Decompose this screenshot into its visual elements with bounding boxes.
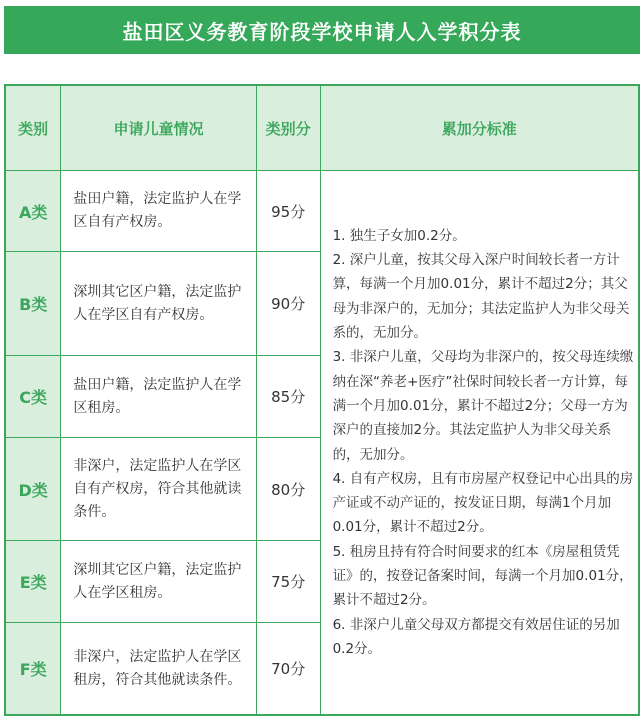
bonus-rule: 2. 深户儿童，按其父母入深户时间较长者一方计算，每满一个月加0.01分，累计不超过2分；其父母为非深户的，无加分；其法定监护人为非父母关系的，无加分。 [332,252,630,342]
bonus-rules-cell [320,171,639,716]
bonus-rule: 1. 独生子女加0.2分。 [332,227,466,244]
category-cell: F类 [5,623,61,716]
category-cell: B类 [5,252,61,356]
header-row [5,85,639,171]
score-cell: 70分 [256,623,320,716]
description-cell: 非深户，法定监护人在学区租房，符合其他就读条件。 [61,623,256,716]
bonus-rule: 3. 非深户儿童，父母均为非深户的，按父母连续缴纳在深“养老+医疗”社保时间较长者一方计算，每满一个月加0.01分，累计不超过2分；父母一方为深户的直接加2分。其法定监护人为非父母关系的，无加分。 [332,349,634,463]
page-title: 盐田区义务教育阶段学校申请人入学积分表 [4,6,640,54]
category-cell: C类 [5,356,61,438]
score-table [4,84,640,716]
description-cell: 深圳其它区户籍，法定监护人在学区租房。 [61,541,256,623]
category-cell: A类 [5,171,61,252]
description-cell: 盐田户籍，法定监护人在学区自有产权房。 [61,171,256,252]
category-cell: E类 [5,541,61,623]
description-cell: 深圳其它区户籍，法定监护人在学区自有产权房。 [61,252,256,356]
bonus-rule: 5. 租房且持有符合时间要求的红本《房屋租赁凭证》的，按登记备案时间，每满一个月加0.01分，累计不超过2分。 [332,543,633,609]
bonus-rule: 6. 非深户儿童父母双方都提交有效居住证的另加0.2分。 [332,616,620,657]
header-category: 类别 [5,85,61,171]
bonus-rule: 4. 自有产权房，且有市房屋产权登记中心出具的房产证或不动产证的，按发证日期，每满1个月加0.01分，累计不超过2分。 [332,470,634,536]
header-bonus: 累加分标准 [320,85,639,171]
score-cell: 75分 [256,541,320,623]
score-cell: 95分 [256,171,320,252]
score-cell: 90分 [256,252,320,356]
header-score: 类别分 [256,85,320,171]
score-cell: 80分 [256,438,320,541]
description-cell: 盐田户籍，法定监护人在学区租房。 [61,356,256,438]
header-situation: 申请儿童情况 [61,85,256,171]
score-cell: 85分 [256,356,320,438]
category-cell: D类 [5,438,61,541]
table-row [5,171,639,252]
description-cell: 非深户，法定监护人在学区自有产权房，符合其他就读条件。 [61,438,256,541]
